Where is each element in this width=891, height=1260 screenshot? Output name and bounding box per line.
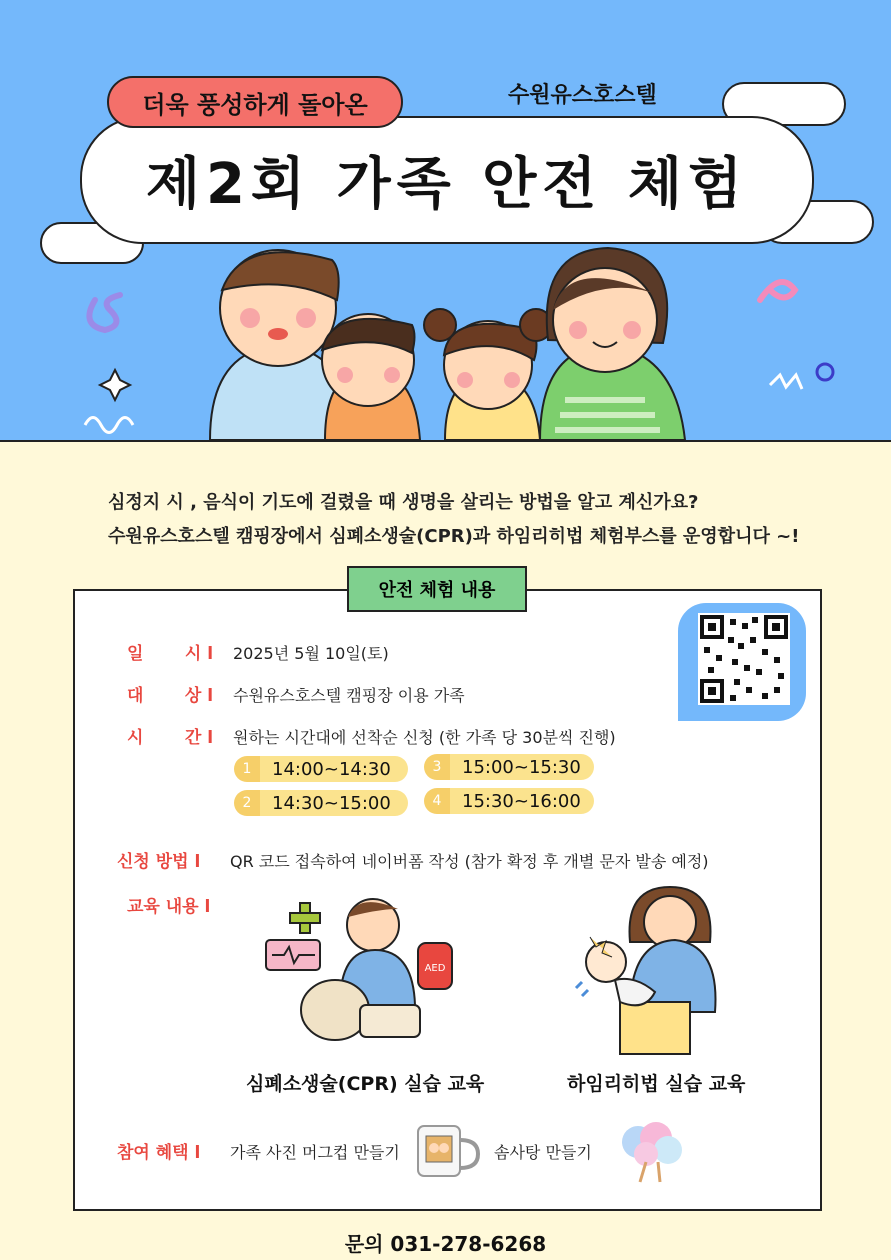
title-banner (80, 116, 814, 244)
slot-number: 2 (234, 790, 260, 816)
qr-code[interactable] (678, 603, 806, 721)
organizer-name: 수원유스호스텔 (508, 83, 657, 108)
time-label: 시 간 l (127, 728, 214, 748)
heimlich-caption: 하임리히법 실습 교육 (567, 1073, 746, 1095)
time-slot[interactable]: 15:30~16:00 (450, 788, 594, 814)
time-slot[interactable]: 14:30~15:00 (260, 790, 408, 816)
contact-info: 문의 031-278-6268 (344, 1232, 547, 1256)
heimlich-illustration (570, 882, 730, 1062)
mug-icon (412, 1120, 482, 1182)
section-tag: 안전 체험 내용 (347, 566, 527, 612)
benefit-cotton-candy: 솜사탕 만들기 (494, 1143, 592, 1162)
slot-number: 4 (424, 788, 450, 814)
headline-badge: 더욱 풍성하게 돌아온 (107, 76, 403, 128)
hero-banner (0, 0, 891, 442)
cotton-candy-icon (610, 1118, 690, 1184)
benefit-mug: 가족 사진 머그컵 만들기 (230, 1143, 400, 1162)
qr-code-icon (678, 603, 806, 721)
target-value: 수원유스호스텔 캠핑장 이용 가족 (233, 686, 465, 705)
page-title: 제2회 가족 안전 체험 (145, 152, 749, 217)
time-slot[interactable]: 14:00~14:30 (260, 756, 408, 782)
family-illustration (0, 230, 891, 440)
slot-number: 1 (234, 756, 260, 782)
aed-label: AED (424, 963, 446, 974)
cpr-illustration (260, 895, 500, 1045)
time-value: 원하는 시간대에 선착순 신청 (한 가족 당 30분씩 진행) (233, 728, 616, 747)
intro-line-1: 심정지 시 , 음식이 기도에 걸렸을 때 생명을 살리는 방법을 알고 계신가요? (108, 492, 699, 513)
date-value: 2025년 5월 10일(토) (233, 644, 389, 663)
date-label: 일 시 l (127, 644, 214, 664)
method-value: QR 코드 접속하여 네이버폼 작성 (참가 확정 후 개별 문자 발송 예정) (230, 852, 709, 871)
education-label: 교육 내용 l (127, 897, 211, 917)
target-label: 대 상 l (127, 686, 214, 706)
intro-line-2: 수원유스호스텔 캠핑장에서 심폐소생술(CPR)과 하임리히법 체험부스를 운영합니다 ~! (108, 526, 800, 547)
benefit-label: 참여 혜택 l (117, 1143, 201, 1163)
slot-number: 3 (424, 754, 450, 780)
cpr-caption: 심폐소생술(CPR) 실습 교육 (246, 1073, 485, 1095)
method-label: 신청 방법 l (117, 852, 201, 872)
time-slot[interactable]: 15:00~15:30 (450, 754, 594, 780)
